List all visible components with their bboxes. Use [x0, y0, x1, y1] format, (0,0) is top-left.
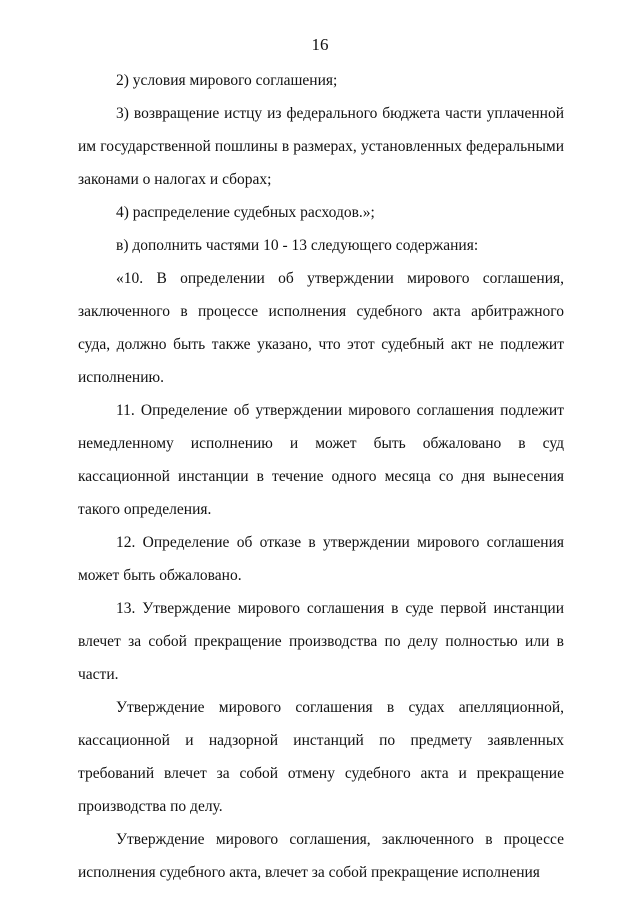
page-number: 16 [311, 35, 329, 54]
paragraph-part-10: «10. В определении об утверждении мирового соглашения, заключенного в процессе исполнения судебного акта арбитражного суда, должно быть также указано, что этот судебный акт не подлежит исполнению. [78, 270, 564, 386]
paragraph-part-13-execution: Утверждение мирового соглашения, заключенного в процессе исполнения судебного акта, влечет за собой прекращение исполнения [78, 831, 564, 881]
paragraph-part-12: 12. Определение об отказе в утверждении мирового соглашения может быть обжаловано. [78, 534, 564, 584]
paragraph-part-11: 11. Определение об утверждении мирового соглашения подлежит немедленному исполнению и может быть обжаловано в суд кассационной инстанции в течение одного месяца со дня вынесения такого определения. [78, 402, 564, 518]
paragraph-item-2-conditions: 2) условия мирового соглашения; [116, 72, 338, 89]
paragraph-item-v-amendment: в) дополнить частями 10 - 13 следующего содержания: [116, 237, 479, 254]
document-body [78, 64, 564, 889]
paragraph-item-3-duty-refund: 3) возвращение истцу из федерального бюджета части уплаченной им государственной пошлины в размерах, установленных федеральными законами о налогах и сборах; [78, 105, 564, 188]
paragraph-part-13: 13. Утверждение мирового соглашения в суде первой инстанции влечет за собой прекращение производства по делу полностью или в части. [78, 600, 564, 683]
paragraph-item-4-costs: 4) распределение судебных расходов.»; [116, 204, 375, 221]
paragraph-part-13-appeal: Утверждение мирового соглашения в судах апелляционной, кассационной и надзорной инстанций по предмету заявленных требований влечет за собой отмену судебного акта и прекращение производства по делу. [78, 699, 564, 815]
